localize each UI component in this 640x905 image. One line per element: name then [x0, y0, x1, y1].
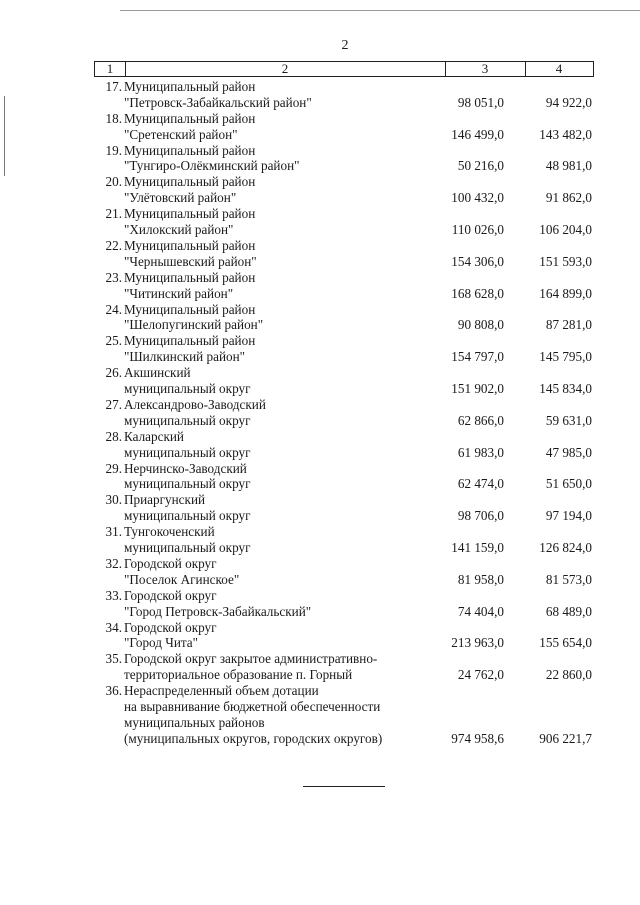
row-value-col-4: 145 834,0 [539, 381, 592, 397]
row-number: 33. [105, 587, 122, 603]
header-col-4: 4 [555, 61, 563, 76]
row-name-line: Акшинский [124, 365, 191, 381]
row-value-col-3: 154 797,0 [451, 349, 504, 365]
row-value-col-3: 141 159,0 [451, 540, 504, 556]
row-name-line: Нерчинско-Заводский [124, 460, 247, 476]
table-row [94, 333, 594, 365]
row-name-line: Александрово-Заводский [124, 397, 266, 412]
row-value-col-4: 91 862,0 [545, 190, 592, 206]
row-number: 22. [105, 238, 122, 253]
row-name-line: муниципальных районов [124, 714, 265, 730]
row-number: 23. [105, 269, 122, 285]
row-value-col-3: 74 404,0 [457, 603, 504, 619]
row-value-col-3: 110 026,0 [451, 222, 504, 238]
row-value-col-3: 98 051,0 [457, 94, 504, 110]
row-value-col-4: 126 824,0 [539, 540, 592, 556]
row-name-line: муниципальный округ [124, 381, 251, 397]
row-number: 25. [105, 333, 122, 349]
row-name-line: Городской округ [124, 587, 217, 603]
row-number: 24. [105, 301, 122, 317]
row-name-line: "Шилкинский район" [124, 349, 246, 365]
page-number: 2 [341, 38, 349, 53]
row-value-col-3: 50 216,0 [457, 158, 504, 174]
row-value-col-4: 94 922,0 [545, 94, 592, 110]
row-name-line: "Читинский район" [124, 285, 234, 301]
row-name-line: муниципальный округ [124, 476, 251, 492]
row-value-col-3: 98 706,0 [457, 508, 504, 524]
header-col-1: 1 [95, 62, 126, 76]
row-value-col-3: 151 902,0 [451, 381, 504, 397]
row-name-line: Муниципальный район [124, 206, 256, 222]
table-row [94, 683, 594, 747]
row-name-line: "Тунгиро-Олёкминский район" [124, 158, 300, 174]
row-value-col-3: 90 808,0 [457, 317, 504, 333]
row-name-line: Муниципальный район [124, 174, 256, 190]
row-number: 19. [105, 142, 122, 158]
header-col-2: 2 [125, 62, 446, 76]
row-value-col-3: 24 762,0 [457, 667, 504, 683]
row-number: 34. [105, 619, 122, 635]
row-value-col-4: 81 573,0 [545, 571, 592, 587]
row-number: 18. [105, 110, 122, 126]
row-value-col-4: 106 204,0 [539, 222, 592, 238]
row-value-col-4: 47 985,0 [545, 444, 592, 460]
table-row [94, 429, 594, 461]
row-value-col-3: 146 499,0 [451, 126, 504, 142]
row-name-line: Муниципальный район [124, 142, 256, 158]
row-value-col-4: 143 482,0 [539, 126, 592, 142]
row-number: 35. [105, 651, 122, 667]
row-value-col-3: 81 958,0 [457, 571, 504, 587]
row-name-line: "Город Петровск-Забайкальский" [124, 603, 312, 619]
row-value-col-4: 51 650,0 [545, 476, 592, 492]
table-row [94, 651, 594, 683]
row-value-col-3: 62 474,0 [457, 476, 504, 492]
row-name-line: Городской округ [124, 556, 217, 571]
table-row [94, 365, 594, 397]
table-row [94, 143, 594, 175]
row-name-line: Нераспределенный объем дотации [124, 683, 319, 699]
row-number: 26. [105, 365, 122, 381]
table-row [94, 524, 594, 556]
row-name-line: муниципальный округ [124, 412, 251, 428]
row-number: 20. [105, 174, 122, 190]
row-name-line: "Улётовский район" [124, 190, 237, 206]
row-value-col-4: 68 489,0 [545, 603, 592, 619]
margin-mark [4, 96, 5, 176]
row-number: 21. [105, 206, 122, 222]
row-name-line: "Петровск-Забайкальский район" [124, 94, 312, 110]
row-value-col-4: 151 593,0 [539, 253, 592, 269]
row-number: 27. [105, 397, 122, 412]
row-name-line: Городской округ [124, 619, 217, 635]
row-value-col-4: 59 631,0 [545, 412, 592, 428]
row-value-col-3: 100 432,0 [451, 190, 504, 206]
row-name-line: Приаргунский [124, 492, 206, 508]
row-value-col-3: 974 958,6 [451, 730, 504, 746]
row-value-col-3: 61 983,0 [457, 444, 504, 460]
row-name-line: "Шелопугинский район" [124, 317, 264, 333]
row-name-line: Муниципальный район [124, 333, 256, 349]
row-value-col-3: 154 306,0 [451, 253, 504, 269]
table-row [94, 238, 594, 270]
row-number: 32. [105, 556, 122, 571]
row-name-line: Городской округ закрытое административно- [124, 651, 378, 667]
row-name-line: территориальное образование п. Горный [124, 667, 353, 683]
row-name-line: Муниципальный район [124, 238, 256, 253]
row-value-col-4: 145 795,0 [539, 349, 592, 365]
table-row [94, 397, 594, 429]
row-value-col-4: 155 654,0 [539, 635, 592, 651]
row-name-line: Тунгокоченский [124, 524, 215, 540]
row-value-col-4: 22 860,0 [545, 667, 592, 683]
row-name-line: Муниципальный район [124, 110, 256, 126]
table-row [94, 461, 594, 493]
row-number: 28. [105, 428, 122, 444]
row-value-col-3: 168 628,0 [451, 285, 504, 301]
row-name-line: Каларский [124, 428, 184, 444]
table-row [94, 556, 594, 588]
row-name-line: муниципальный округ [124, 508, 251, 524]
table-row [94, 270, 594, 302]
row-value-col-4: 48 981,0 [545, 158, 592, 174]
row-number: 31. [105, 524, 122, 540]
row-name-line: Муниципальный район [124, 79, 256, 94]
table-header [94, 61, 594, 77]
row-number: 29. [105, 460, 122, 476]
row-value-col-4: 164 899,0 [539, 285, 592, 301]
row-name-line: на выравнивание бюджетной обеспеченности [124, 699, 381, 715]
row-name-line: Муниципальный район [124, 269, 256, 285]
row-value-col-4: 906 221,7 [539, 730, 592, 746]
top-rule [120, 10, 640, 11]
row-number: 17. [105, 79, 122, 94]
footer-rule [303, 786, 385, 787]
row-name-line: (муниципальных округов, городских округов) [124, 730, 383, 746]
row-number: 30. [105, 492, 122, 508]
row-name-line: "Город Чита" [124, 635, 199, 651]
table-row [94, 588, 594, 620]
table-row [94, 174, 594, 206]
row-name-line: муниципальный округ [124, 444, 251, 460]
table-row [94, 111, 594, 143]
row-value-col-4: 97 194,0 [545, 508, 592, 524]
row-name-line: "Поселок Агинское" [124, 571, 240, 587]
row-value-col-4: 87 281,0 [545, 317, 592, 333]
table-row [94, 79, 594, 111]
row-number: 36. [105, 683, 122, 699]
table-row [94, 620, 594, 652]
row-name-line: "Хилокский район" [124, 222, 234, 238]
row-name-line: "Сретенский район" [124, 126, 238, 142]
row-value-col-3: 62 866,0 [457, 412, 504, 428]
table-row [94, 492, 594, 524]
row-name-line: Муниципальный район [124, 301, 256, 317]
row-name-line: "Чернышевский район" [124, 253, 257, 269]
table-row [94, 206, 594, 238]
header-col-3: 3 [445, 62, 526, 76]
row-value-col-3: 213 963,0 [451, 635, 504, 651]
row-name-line: муниципальный округ [124, 540, 251, 556]
table-row [94, 302, 594, 334]
